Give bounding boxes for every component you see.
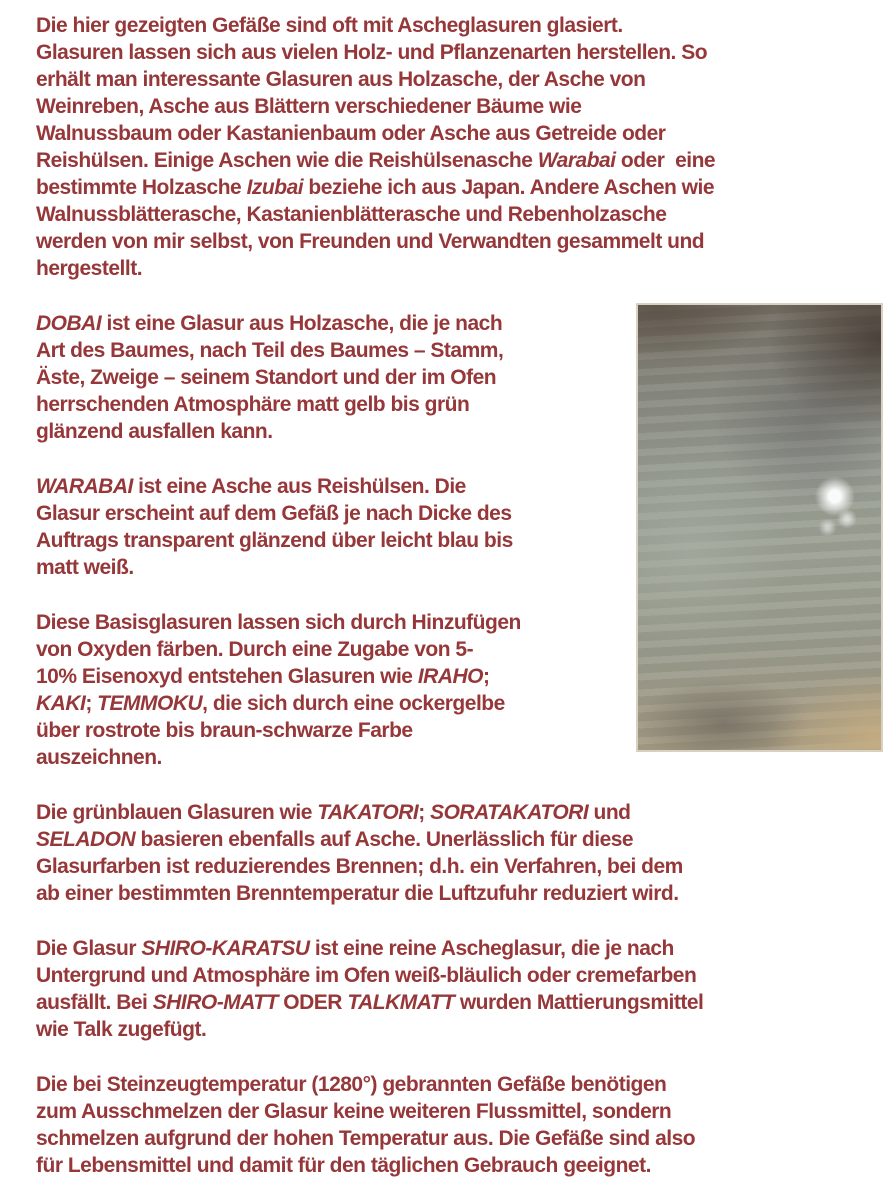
- text-run: wie Talk zugefügt.: [36, 1018, 207, 1041]
- text-run: Weinreben, Asche aus Blättern verschiedener Bäume wie: [36, 95, 582, 118]
- text-run: auszeichnen.: [36, 746, 162, 769]
- text-run: ist eine Asche aus Reishülsen. Die: [132, 475, 466, 498]
- ceramic-glaze-photo: [636, 303, 883, 752]
- text-run: , die sich durch eine ockergelbe: [202, 692, 505, 715]
- text-run: zum Ausschmelzen der Glasur keine weiteren Flussmittel, sondern: [36, 1100, 672, 1123]
- text-run: von Oxyden färben. Durch eine Zugabe von 5-: [36, 638, 474, 661]
- text-run: Die hier gezeigten Gefäße sind oft mit Ascheglasuren glasiert.: [36, 14, 623, 37]
- text-run: IRAHO: [417, 665, 483, 688]
- text-run: herrschenden Atmosphäre matt gelb bis grün: [36, 393, 470, 416]
- text-run: ODER: [277, 991, 348, 1014]
- text-run: ist eine Glasur aus Holzasche, die je nach: [101, 312, 503, 335]
- text-run: DOBAI: [36, 312, 102, 335]
- paragraph-gruenblaue-glasuren: [36, 799, 878, 907]
- text-run: matt weiß.: [36, 556, 134, 579]
- text-run: WARABAI: [36, 475, 133, 498]
- text-run: Glasuren lassen sich aus vielen Holz- und Pflanzenarten herstellen. So: [36, 41, 708, 64]
- text-run: Izubai: [246, 176, 304, 199]
- text-run: Die Glasur: [36, 937, 142, 960]
- paragraph-shiro-karatsu: [36, 935, 878, 1043]
- paragraph-warabai: [36, 473, 628, 581]
- wrapped-text-column: [36, 310, 628, 799]
- text-run: ab einer bestimmten Brenntemperatur die Luftzufuhr reduziert wird.: [36, 882, 679, 905]
- text-run: glänzend ausfallen kann.: [36, 420, 273, 443]
- text-run: und: [588, 801, 631, 824]
- text-run: ist eine reine Ascheglasur, die je nach: [309, 937, 674, 960]
- text-run: Walnussbaum oder Kastanienbaum oder Asche aus Getreide oder: [36, 122, 666, 145]
- paragraph-basisglasuren: [36, 609, 628, 771]
- paragraph-steinzeugtemperatur: [36, 1071, 878, 1179]
- text-run: Diese Basisglasuren lassen sich durch Hinzufügen: [36, 611, 521, 634]
- paragraph-intro: [36, 12, 878, 282]
- text-run: Die grünblauen Glasuren wie: [36, 801, 318, 824]
- text-run: SHIRO-KARATSU: [141, 937, 310, 960]
- text-run: basieren ebenfalls auf Asche. Unerlässlich für diese: [135, 828, 634, 851]
- text-run: Walnussblätterasche, Kastanienblätterasche und Rebenholzasche: [36, 203, 667, 226]
- text-run: Äste, Zweige – seinem Standort und der im Ofen: [36, 366, 497, 389]
- text-run: hergestellt.: [36, 257, 143, 280]
- text-run: TAKATORI: [317, 801, 419, 824]
- text-run: TALKMATT: [347, 991, 455, 1014]
- text-run: ;: [85, 692, 98, 715]
- text-run: ;: [418, 801, 431, 824]
- text-run: Die bei Steinzeugtemperatur (1280°) gebrannten Gefäße benötigen: [36, 1073, 667, 1096]
- text-run: bestimmte Holzasche: [36, 176, 247, 199]
- paragraph-dobai: [36, 310, 628, 445]
- text-run: Glasurfarben ist reduzierendes Brennen; d.h. ein Verfahren, bei dem: [36, 855, 683, 878]
- text-run: beziehe ich aus Japan. Andere Aschen wie: [303, 176, 715, 199]
- text-run: ;: [482, 665, 490, 688]
- text-run: Auftrags transparent glänzend über leicht blau bis: [36, 529, 513, 552]
- text-run: SORATAKATORI: [430, 801, 589, 824]
- text-and-photo-row: [36, 310, 878, 799]
- text-run: für Lebensmittel und damit für den täglichen Gebrauch geeignet.: [36, 1154, 651, 1177]
- text-run: Warabai: [537, 149, 616, 172]
- text-run: erhält man interessante Glasuren aus Holzasche, der Asche von: [36, 68, 646, 91]
- text-run: schmelzen aufgrund der hohen Temperatur aus. Die Gefäße sind also: [36, 1127, 696, 1150]
- text-run: SHIRO-MATT: [152, 991, 278, 1014]
- text-run: werden von mir selbst, von Freunden und Verwandten gesammelt und: [36, 230, 705, 253]
- text-run: TEMMOKU: [97, 692, 203, 715]
- text-run: SELADON: [36, 828, 136, 851]
- text-run: Reishülsen. Einige Aschen wie die Reishülsenasche: [36, 149, 538, 172]
- text-run: KAKI: [36, 692, 86, 715]
- text-run: oder eine: [615, 149, 716, 172]
- text-run: Glasur erscheint auf dem Gefäß je nach Dicke des: [36, 502, 512, 525]
- text-run: wurden Mattierungsmittel: [454, 991, 704, 1014]
- text-run: Art des Baumes, nach Teil des Baumes – Stamm,: [36, 339, 504, 362]
- text-run: 10% Eisenoxyd entstehen Glasuren wie: [36, 665, 418, 688]
- text-run: Untergrund und Atmosphäre im Ofen weiß-bläulich oder cremefarben: [36, 964, 697, 987]
- photo-column: [636, 303, 883, 752]
- text-run: ausfällt. Bei: [36, 991, 153, 1014]
- text-run: über rostrote bis braun-schwarze Farbe: [36, 719, 413, 742]
